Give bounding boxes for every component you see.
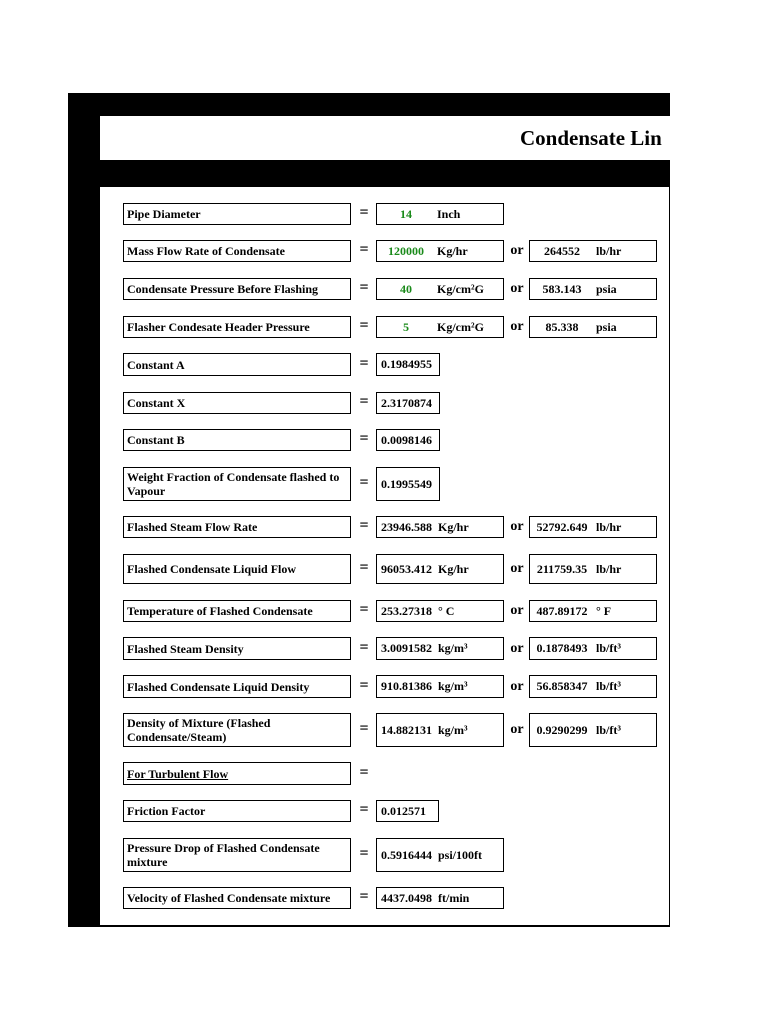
row-label-text: Friction Factor	[127, 804, 206, 818]
row-label-text: Weight Fraction of Condensate flashed to Vapour	[127, 470, 340, 498]
value-field	[376, 353, 440, 376]
row-label-text: Constant X	[127, 396, 186, 410]
value-number: 5	[403, 319, 409, 334]
row-label	[123, 353, 351, 376]
equals-sign: =	[359, 720, 369, 737]
or-label: or	[510, 679, 524, 694]
row-label	[123, 203, 351, 225]
value-number: 3.0091582	[381, 641, 432, 655]
value-number: 0.1995549	[381, 476, 432, 491]
value-field	[376, 516, 504, 538]
converted-value-field	[529, 675, 657, 698]
row-label-text: Pipe Diameter	[127, 207, 201, 221]
row-label	[123, 713, 351, 747]
row-label	[123, 516, 351, 538]
value-unit: ft/min	[438, 890, 470, 905]
equals-sign: =	[359, 845, 369, 862]
row-label-text: Density of Mixture (Flashed Condensate/Steam)	[127, 716, 271, 744]
row-label-text: Mass Flow Rate of Condensate	[127, 244, 285, 258]
or-label: or	[510, 243, 524, 258]
value-unit: kg/m³	[438, 641, 468, 655]
value-number: 0.012571	[381, 803, 426, 818]
row-label-text: Flashed Condensate Liquid Density	[127, 679, 310, 694]
value-field[interactable]	[376, 316, 504, 338]
value-unit: Kg/cm²G	[437, 281, 484, 296]
value-field	[376, 838, 504, 872]
row-label	[123, 240, 351, 262]
converted-value-unit: psia	[596, 281, 617, 296]
value-unit: kg/m³	[438, 722, 468, 737]
converted-value-unit: psia	[596, 319, 617, 334]
row-label	[123, 429, 351, 451]
or-label: or	[510, 641, 524, 656]
or-label: or	[510, 561, 524, 576]
row-label-text: Flashed Steam Density	[127, 641, 244, 656]
row-label	[123, 838, 351, 872]
converted-value-unit: lb/ft³	[596, 641, 621, 655]
converted-value-number: 52792.649	[536, 519, 588, 534]
row-label	[123, 800, 351, 822]
value-field	[376, 600, 504, 622]
converted-value-unit: lb/hr	[596, 243, 622, 258]
value-number: 0.1984955	[381, 357, 432, 371]
row-label	[123, 887, 351, 909]
row-label-text: Flasher Condesate Header Pressure	[127, 320, 310, 334]
equals-sign: =	[359, 393, 369, 410]
converted-value-number: 0.9290299	[536, 722, 588, 737]
value-field	[376, 713, 504, 747]
value-unit: Kg/hr	[438, 561, 469, 576]
value-field[interactable]	[376, 203, 504, 225]
value-unit: Kg/hr	[437, 243, 468, 258]
value-unit: Inch	[437, 206, 461, 221]
converted-value-field	[529, 600, 657, 622]
row-label	[123, 278, 351, 300]
value-unit: psi/100ft	[438, 847, 483, 862]
or-label: or	[510, 722, 524, 737]
equals-sign: =	[359, 601, 369, 618]
row-label	[123, 762, 351, 785]
value-number: 14.882131	[381, 722, 432, 737]
row-label-text: Flashed Condensate Liquid Flow	[127, 562, 297, 576]
equals-sign: =	[359, 559, 369, 576]
equals-sign: =	[359, 430, 369, 447]
equals-sign: =	[359, 355, 369, 372]
value-number: 4437.0498	[381, 890, 432, 905]
or-label: or	[510, 603, 524, 618]
row-label	[123, 467, 351, 501]
row-label	[123, 554, 351, 584]
equals-sign: =	[359, 764, 369, 781]
title-bar	[100, 116, 670, 160]
converted-value-field	[529, 516, 657, 538]
value-field	[376, 554, 504, 584]
equals-sign: =	[359, 241, 369, 258]
value-number: 0.0098146	[381, 432, 432, 447]
row-label-text: Flashed Steam Flow Rate	[127, 520, 258, 534]
row-label-text: For Turbulent Flow	[127, 766, 229, 781]
converted-value-field	[529, 713, 657, 747]
equals-sign: =	[359, 317, 369, 334]
value-number: 910.81386	[381, 679, 432, 693]
value-number: 120000	[388, 243, 424, 258]
or-label: or	[510, 319, 524, 334]
converted-value-unit: ° F	[596, 603, 612, 618]
converted-value-unit: lb/ft³	[596, 722, 621, 737]
value-field	[376, 467, 440, 501]
converted-value-number: 583.143	[542, 281, 582, 296]
value-unit: ° C	[438, 603, 455, 618]
converted-value-field	[529, 554, 657, 584]
equals-sign: =	[359, 677, 369, 694]
value-unit: kg/m³	[438, 679, 468, 693]
value-field	[376, 800, 439, 822]
row-label	[123, 675, 351, 698]
value-number: 2.3170874	[381, 395, 432, 410]
equals-sign: =	[359, 474, 369, 491]
row-label-text: Velocity of Flashed Condensate mixture	[127, 891, 331, 905]
converted-value-unit: lb/hr	[596, 561, 622, 576]
value-number: 14	[400, 206, 412, 221]
converted-value-field	[529, 240, 657, 262]
or-label: or	[510, 281, 524, 296]
converted-value-number: 85.338	[545, 319, 579, 334]
value-field	[376, 392, 440, 414]
row-label	[123, 637, 351, 660]
equals-sign: =	[359, 639, 369, 656]
value-field[interactable]	[376, 278, 504, 300]
converted-value-number: 56.858347	[536, 679, 588, 693]
value-number: 0.5916444	[381, 847, 432, 862]
equals-sign: =	[359, 888, 369, 905]
value-number: 96053.412	[381, 561, 432, 576]
converted-value-unit: lb/ft³	[596, 679, 621, 693]
converted-value-field	[529, 316, 657, 338]
converted-value-field	[529, 278, 657, 300]
row-label	[123, 600, 351, 622]
page-title: Condensate Lin	[520, 126, 662, 150]
value-unit: Kg/cm²G	[437, 319, 484, 334]
value-field	[376, 637, 504, 660]
value-number: 23946.588	[381, 519, 432, 534]
row-label-text: Constant A	[127, 357, 185, 372]
row-label	[123, 392, 351, 414]
row-label-text: Constant B	[127, 433, 185, 447]
value-number: 253.27318	[381, 603, 432, 618]
equals-sign: =	[359, 517, 369, 534]
converted-value-number: 211759.35	[536, 561, 588, 576]
row-label-text: Condensate Pressure Before Flashing	[127, 282, 318, 296]
value-unit: Kg/hr	[438, 519, 469, 534]
equals-sign: =	[359, 801, 369, 818]
value-field	[376, 675, 504, 698]
converted-value-field	[529, 637, 657, 660]
row-label	[123, 316, 351, 338]
converted-value-number: 487.89172	[536, 603, 588, 618]
or-label: or	[510, 519, 524, 534]
converted-value-number: 0.1878493	[536, 641, 588, 655]
equals-sign: =	[359, 204, 369, 221]
row-label-text: Pressure Drop of Flashed Condensate mixture	[127, 841, 320, 869]
converted-value-number: 264552	[544, 243, 580, 258]
row-label-text: Temperature of Flashed Condensate	[127, 604, 313, 618]
value-field	[376, 887, 504, 909]
equals-sign: =	[359, 279, 369, 296]
value-field	[376, 429, 440, 451]
converted-value-unit: lb/hr	[596, 519, 622, 534]
value-number: 40	[400, 281, 412, 296]
value-field[interactable]	[376, 240, 504, 262]
